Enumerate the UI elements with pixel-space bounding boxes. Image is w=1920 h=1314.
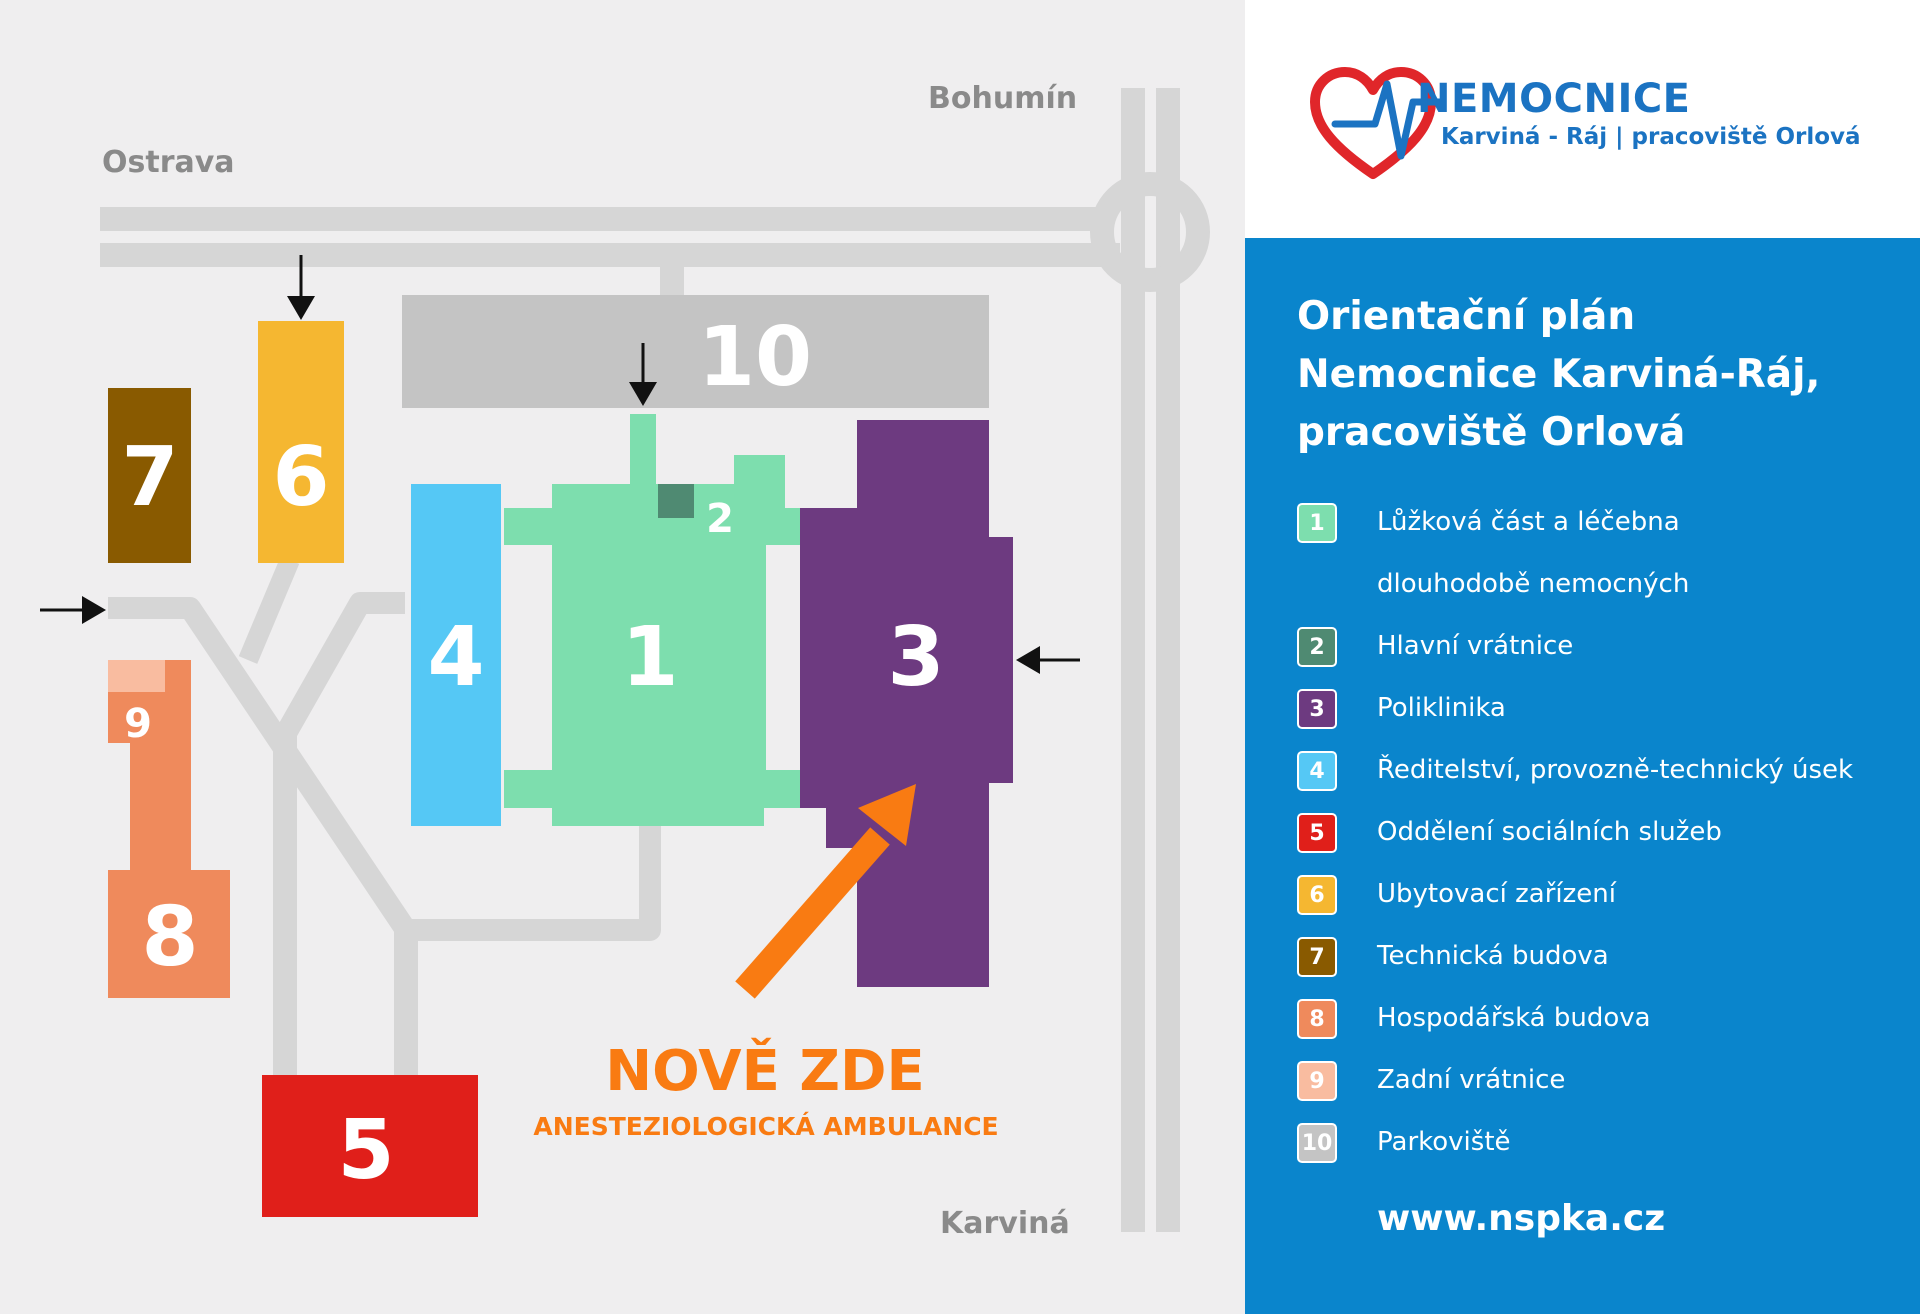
legend-badge: 2 (1297, 627, 1337, 667)
legend-badge: 4 (1297, 751, 1337, 791)
legend-panel (1245, 238, 1920, 1314)
callout-headline: NOVĚ ZDE (605, 1039, 925, 1104)
legend-badge: 9 (1297, 1061, 1337, 1101)
legend-label: Technická budova (1377, 941, 1609, 971)
legend-label: Ubytovací zařízení (1377, 879, 1616, 909)
building-label-9: 9 (124, 701, 152, 747)
legend-label: Zadní vrátnice (1377, 1065, 1566, 1095)
building-label-6: 6 (272, 430, 330, 525)
legend-badge: 10 (1297, 1123, 1337, 1163)
info-panel (1245, 0, 1920, 1314)
legend-label: Oddělení sociálních služeb (1377, 817, 1722, 847)
legend-badge: 5 (1297, 813, 1337, 853)
logo-area (1245, 0, 1920, 238)
logo-subtitle: Karviná - Ráj | pracoviště Orlová (1441, 124, 1861, 150)
city-label-bohumin: Bohumín (928, 81, 1078, 116)
building-label-2: 2 (706, 496, 734, 542)
website-link[interactable]: www.nspka.cz (1377, 1198, 1666, 1239)
legend-badge: 7 (1297, 937, 1337, 977)
building-label-10: 10 (697, 310, 813, 405)
building-label-5: 5 (337, 1103, 395, 1198)
logo-title: NEMOCNICE (1417, 76, 1691, 122)
legend-label: Hospodářská budova (1377, 1003, 1651, 1033)
legend-label: dlouhodobě nemocných (1377, 569, 1690, 599)
legend-label: Hlavní vrátnice (1377, 631, 1574, 661)
legend-label: Parkoviště (1377, 1127, 1511, 1157)
building-label-8: 8 (141, 890, 199, 985)
legend-badge: 6 (1297, 875, 1337, 915)
legend-label: Lůžková část a léčebna (1377, 507, 1680, 537)
legend-label: Ředitelství, provozně-technický úsek (1377, 755, 1854, 785)
city-label-ostrava: Ostrava (102, 145, 235, 180)
legend-badge: 1 (1297, 503, 1337, 543)
plan-title-line: pracoviště Orlová (1297, 410, 1686, 455)
building-10[interactable] (402, 295, 989, 408)
city-label-karvina: Karviná (940, 1206, 1070, 1241)
legend-badge: 8 (1297, 999, 1337, 1039)
building-2[interactable] (658, 484, 694, 518)
plan-title (1297, 288, 1820, 462)
legend-label: Poliklinika (1377, 693, 1506, 723)
building-9[interactable] (108, 660, 165, 692)
callout-subline: ANESTEZIOLOGICKÁ AMBULANCE (533, 1112, 999, 1141)
building-label-1: 1 (621, 610, 679, 705)
plan-title-line: Orientační plán (1297, 294, 1636, 339)
legend-badge: 3 (1297, 689, 1337, 729)
building-label-3: 3 (887, 610, 945, 705)
plan-title-line: Nemocnice Karviná-Ráj, (1297, 352, 1821, 397)
building-label-7: 7 (121, 430, 179, 525)
building-label-4: 4 (427, 610, 485, 705)
